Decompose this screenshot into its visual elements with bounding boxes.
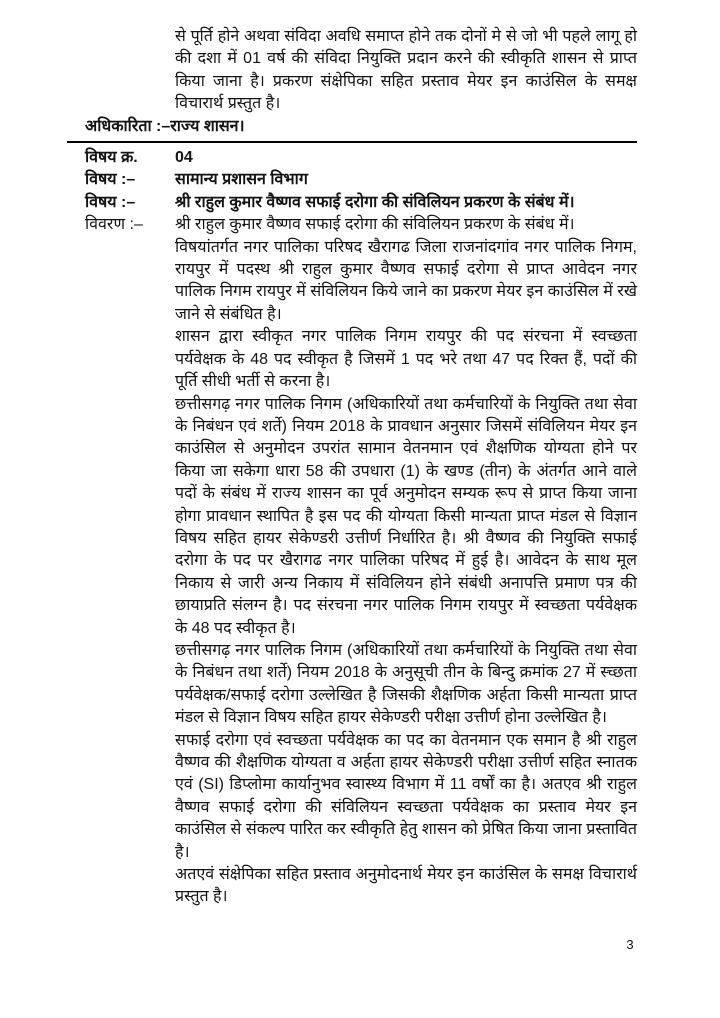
subject-department-row: [85, 169, 637, 191]
subject-title-value: श्री राहुल कुमार वैष्णव सफाई दरोगा की संविलियन प्रकरण के संबंध में।: [175, 193, 575, 211]
paragraph: श्री राहुल कुमार वैष्णव सफाई दरोगा की संविलियन प्रकरण के संबंध में।: [175, 216, 575, 234]
paragraph: अतएवं संक्षेपिका सहित प्रस्ताव अनुमोदनार्थ मेयर इन काउंसिल के समक्ष विचारार्थ प्रस्तुत है।: [175, 866, 637, 906]
subject-number-row: [85, 147, 637, 169]
paragraph: छत्तीसगढ़ नगर पालिक निगम (अधिकारियों तथा कर्मचारियों के नियुक्ति तथा सेवा के निबंधन एवं शर्ते) नियम 2018 के प्रावधान अनुसार जिसमें संविलियन मेयर इन काउंसिल से अनुमोदन उपरांत सामान वेतनमान एवं शैक्षणिक योग्यता होने पर किया जा सकेगा धारा 58 की उपधारा (1) के खण्ड (तीन) के अंतर्गत आने वाले पदों के संबंध में राज्य शासन का पूर्व अनुमोदन सम्यक रूप से प्राप्त किया जाना होगा प्रावधान स्थापित है इस पद की योग्यता किसी मान्यता प्राप्त मंडल से विज्ञान विषय सहित हायर सेकेण्डरी उत्तीर्ण निर्धारित है। श्री वैष्णव की नियुक्ति सफाई दरोगा के पद पर खैरागढ नगर पालिका परिषद में हुई है। आवेदन के साथ मूल निकाय से जारी अन्य निकाय में संविलियन होने संबंधी अनापत्ति प्रमाण पत्र की छायाप्रति संलग्न है। पद संरचना नगर पालिक निगम रायपुर में स्वच्छता पर्यवेक्षक के 48 पद स्वीकृत है।: [175, 395, 637, 637]
details-label: विवरण :–: [85, 216, 143, 234]
details-content: [175, 214, 637, 909]
subject-number-value: 04: [175, 149, 193, 167]
subject-title-label: विषय :–: [85, 193, 136, 211]
document-body: [85, 26, 637, 909]
subject-title-row: [85, 192, 637, 214]
continuation-paragraph: से पूर्ति होने अथवा संविदा अवधि समाप्त होने तक दोनों मे से जो भी पहले लागू हो की दशा में 01 वर्ष की संविदा नियुक्ति प्रदान करने की स्वीकृति शासन से प्राप्त किया जाना है। प्रकरण संक्षेपिका सहित प्रस्ताव मेयर इन काउंसिल के समक्ष विचारार्थ प्रस्तुत है।: [175, 28, 637, 113]
jurisdiction-line: अधिकारिता :–राज्य शासन।: [85, 117, 245, 135]
paragraph: छत्तीसगढ़ नगर पालिक निगम (अधिकारियों तथा कर्मचारियों के नियुक्ति तथा सेवा के निबंधन तथा शर्ते) नियम 2018 के अनुसूची तीन के बिन्दु क्रमांक 27 में स्च्छता पर्यवेक्षक/सफाई दरोगा उल्लेखित है जिसकी शैक्षणिक अर्हता किसी मान्यता प्राप्त मंडल से विज्ञान विषय सहित हायर सेकेण्डरी परीक्षा उत्तीर्ण होना उल्लेखित है।: [175, 641, 637, 727]
subject-number-label: विषय क्र.: [85, 149, 138, 167]
subject-department-value: सामान्य प्रशासन विभाग: [175, 171, 308, 189]
section-divider: [67, 141, 637, 143]
paragraph: शासन द्वारा स्वीकृत नगर पालिक निगम रायपुर की पद संरचना में स्वच्छता पर्यवेक्षक के 48 पद स्वीकृत है जिसमें 1 पद भरे तथा 47 पद रिक्त हैं, पदों की पूर्ति सीधी भर्ती से करना है।: [175, 328, 637, 391]
details-row: [85, 214, 637, 909]
page-number: 3: [626, 937, 634, 952]
subject-department-label: विषय :–: [85, 171, 136, 189]
paragraph: विषयांतर्गत नगर पालिका परिषद खैरागढ जिला राजनांदगांव नगर पालिक निगम, रायपुर में पदस्थ श्री राहुल कुमार वैष्णव सफाई दरोगा से प्राप्त आवेदन नगर पालिक निगम रायपुर में संविलियन किये जाने का प्रकरण मेयर इन काउंसिल में रखे जाने से संबंधित है।: [175, 238, 637, 323]
paragraph: सफाई दरोगा एवं स्वच्छता पर्यवेक्षक का पद का वेतनमान एक समान है श्री राहुल वैष्णव की शैक्षणिक योग्यता व अर्हता हायर सेकेण्डरी परीक्षा उत्तीर्ण सहित स्नातक एवं (SI) डिप्लोमा कार्यानुभव स्वास्थ्य विभाग में 11 वर्षों का है। अतएव श्री राहुल वैष्णव सफाई दरोगा की संविलियन स्वच्छता पर्यवेक्षक का प्रस्ताव मेयर इन काउंसिल से संकल्प पारित कर स्वीकृति हेतु शासन को प्रेषित किया जाना प्रस्तावित है।: [175, 731, 637, 861]
